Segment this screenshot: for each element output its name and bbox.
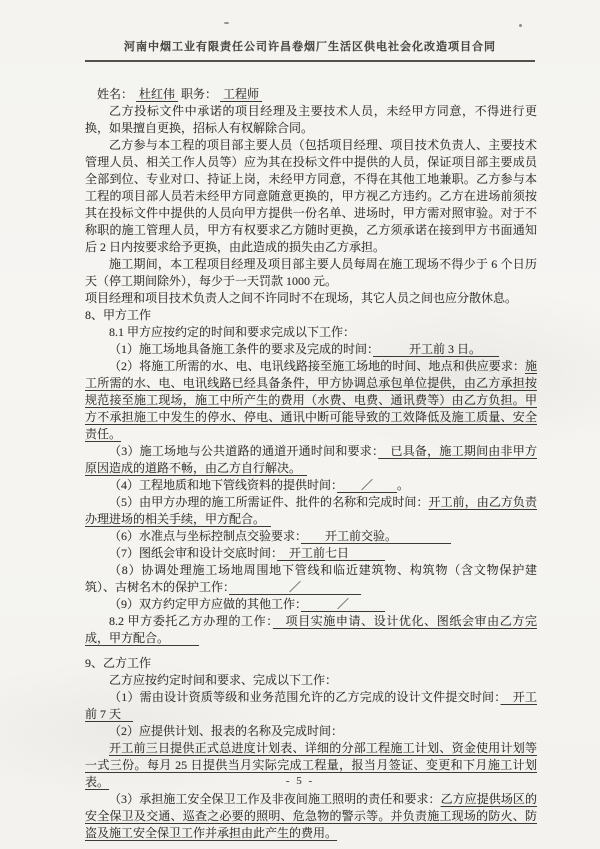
text-run: 8.1 甲方应按约定的时间和要求完成以下工作： bbox=[109, 325, 356, 339]
scan-speck bbox=[224, 22, 229, 24]
item-8-1-4 bbox=[85, 477, 537, 494]
filled-blank: 施工所需的水、电、电讯线路已经具备条件，甲方协调总承包单位提供，由乙方承担按规范接至施工现场，施工中所产生的费用（水费、电费、通讯费等）由乙方负担。甲方不承担施工中发生的停水、停电、通讯中断可能导致的工效降低及施工质量、安全责任。 bbox=[85, 359, 537, 441]
clause-rest-rotation bbox=[85, 290, 537, 307]
filled-blank: 项目实施申请、设计优化、图纸会审由乙方完成，甲方配合。 bbox=[85, 614, 537, 645]
item-8-1-7 bbox=[85, 545, 537, 562]
text-run: （8）协调处理施工场地周围地下管线和临近建筑物、构筑物（含文物保护建筑）、古树名木的保护工作： bbox=[85, 563, 537, 594]
filled-blank: 乙方应提供场区的安全保卫及交通、巡查之必要的照明、危急物的警示等。并负责施工现场的防火、防盗及施工安全保卫工作并承担由此产生的费用。 bbox=[85, 792, 537, 840]
text-run: 职务： bbox=[178, 87, 221, 101]
filled-blank: ／ bbox=[337, 478, 398, 492]
item-8-1-8 bbox=[85, 562, 537, 596]
text-run: （5）由甲方办理的施工所需证件、批件的名称和完成时间： bbox=[109, 495, 429, 509]
section-9-heading bbox=[85, 655, 537, 672]
text-run: 项目经理和项目技术负责人之间不许同时不在现场，其它人员之间也应分散休息。 bbox=[85, 291, 518, 305]
filled-blank: 开工前三日提供正式总进度计划表、详细的分部工程施工计划、资金使用计划等一式三份。每月 25 日提供当月实际完成工程量，报当月签证、变更和下月施工计划表。 bbox=[85, 741, 537, 789]
clause-project-team bbox=[85, 137, 537, 256]
document-title: 河南中烟工业有限责任公司许昌卷烟厂生活区供电社会化改造项目合同 bbox=[85, 38, 535, 62]
text-run: （2）将施工所需的水、电、电讯线路接至施工场地的时间、地点和供应要求： bbox=[109, 359, 525, 373]
filled-blank: 已具备，施工期间由非甲方原因造成的道路不畅，由乙方自行解决。 bbox=[85, 444, 537, 475]
scan-speck bbox=[519, 24, 522, 27]
text-run: 。 bbox=[397, 478, 410, 492]
text-run: 8.2 甲方委托乙方办理的工作： bbox=[109, 614, 273, 628]
text-run: （3）施工场地与公共道路的通道开通时间和要求： bbox=[109, 444, 379, 458]
text-run: 8、甲方工作 bbox=[85, 308, 152, 322]
clause-no-replacement bbox=[85, 103, 537, 137]
text-run: 乙方应按约定时间和要求、完成以下工作： bbox=[109, 673, 338, 687]
text-run: 9、乙方工作 bbox=[85, 656, 152, 670]
clause-8-2 bbox=[85, 613, 537, 647]
text-run: （2）应提供计划、报表的名称及完成时间： bbox=[109, 724, 344, 738]
filled-blank: ／ bbox=[229, 580, 362, 594]
filled-blank: ／ bbox=[301, 597, 386, 611]
text-run: （1）需由设计资质等级和业务范围允许的乙方完成的设计文件提交时间： bbox=[109, 690, 501, 704]
text-run: （6）水准点与坐标控制点交验要求： bbox=[109, 529, 302, 543]
page-number: - 5 - bbox=[285, 775, 315, 787]
text-run: 施工期间，本工程项目经理及项目部主要人员每周在施工现场不得少于 6 个日历天（停工期间除外），每少于一天罚款 1000 元。 bbox=[85, 257, 537, 288]
item-9-3 bbox=[85, 791, 537, 842]
item-8-1-5 bbox=[85, 494, 537, 528]
text-run: （7）图纸会审和设计交底时间： bbox=[109, 546, 278, 560]
document-body bbox=[85, 86, 537, 842]
text-run: （3）承担施工安全保卫工作及非夜间施工照明的责任和要求： bbox=[109, 792, 441, 806]
filled-blank: 开工前 7 天 bbox=[85, 690, 537, 721]
text-run: （1）施工场地具备施工条件的要求及完成的时间： bbox=[109, 342, 374, 356]
item-9-1 bbox=[85, 689, 537, 723]
text-run: 姓名： bbox=[97, 87, 137, 101]
item-8-1-2 bbox=[85, 358, 537, 443]
filled-blank: 杜红伟 bbox=[136, 87, 179, 101]
text-run: （4）工程地质和地下管线资料的提供时间： bbox=[109, 478, 338, 492]
filled-blank: 开工前七日 bbox=[277, 546, 386, 560]
text-run: 乙方投标文件中承诺的项目经理及主要技术人员，未经甲方同意，不得进行更换，如果擅自更换，招标人有权解除合同。 bbox=[85, 104, 537, 135]
filled-blank: 开工前交验。 bbox=[301, 529, 452, 543]
text-run: （9）双方约定甲方应做的其他工作： bbox=[109, 597, 302, 611]
filled-blank: 工程师 bbox=[220, 87, 263, 101]
name-role-line bbox=[85, 86, 537, 103]
section-8-heading bbox=[85, 307, 537, 324]
item-8-1-9 bbox=[85, 596, 537, 613]
item-8-1-6 bbox=[85, 528, 537, 545]
clause-8-1 bbox=[85, 324, 537, 341]
text-run: 乙方参与本工程的项目部主要人员（包括项目经理、项目技术负责人、主要技术管理人员、相关工作人员等）应为其在投标文件中提供的人员，保证项目部主要成员全部到位、专业对口、持证上岗，未经甲方同意，不得在其他工地兼职。乙方参与本工程的项目部人员若未经甲方同意随意更换的，甲方视乙方违约。乙方在进场前须按其在投标文件中提供的人员向甲方提供一份名单、进场时，甲方需对照审验。对于不称职的施工管理人员，甲方有权要求乙方随时更换，乙方须承诺在接到甲方书面通知后 2 日内按要求给予更换，由此造成的损失由乙方承担。 bbox=[85, 138, 537, 254]
clause-site-presence bbox=[85, 256, 537, 290]
item-8-1-1 bbox=[85, 341, 537, 358]
clause-9-intro bbox=[85, 672, 537, 689]
filled-blank: 开工前 3 日。 bbox=[373, 342, 500, 356]
item-9-2 bbox=[85, 723, 537, 740]
item-8-1-3 bbox=[85, 443, 537, 477]
filled-blank: 开工前，由乙方负责办理进场的相关手续，甲方配合。 bbox=[85, 495, 537, 526]
